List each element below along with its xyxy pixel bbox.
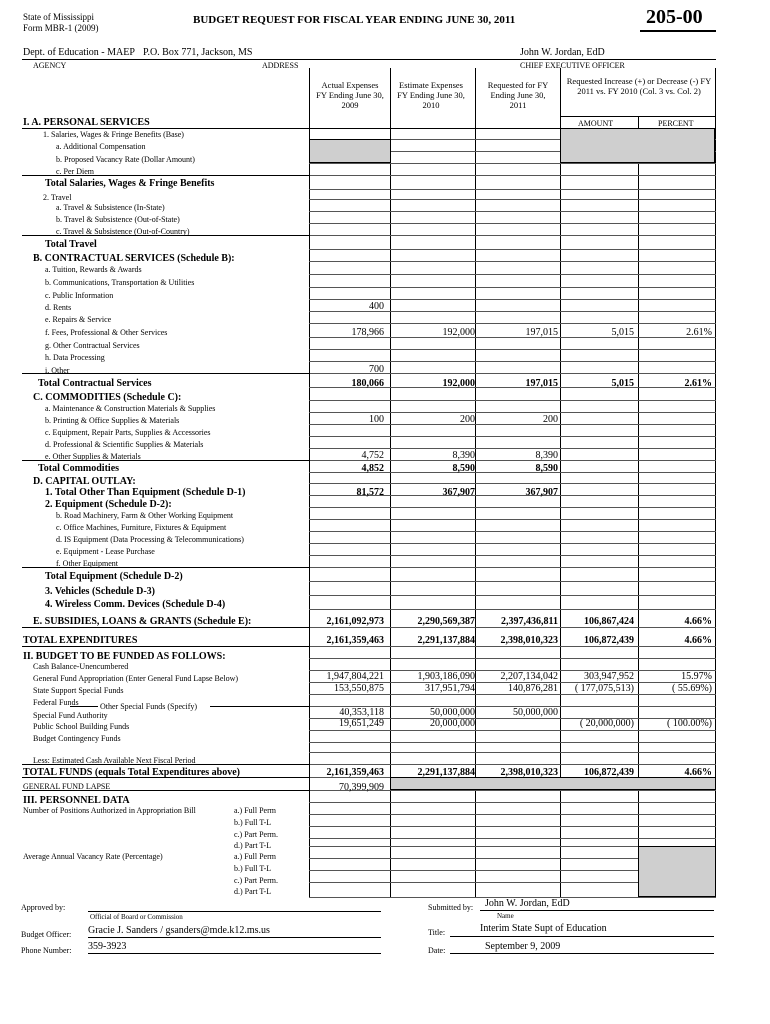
row-label: c. Per Diem — [56, 167, 94, 176]
row-label: a. Travel & Subsistence (In-State) — [56, 203, 165, 212]
value-cell-amt: 5,015 — [611, 327, 634, 338]
value-cell-c2: 192,000 — [442, 378, 475, 389]
position-label: b.) Full T-L — [234, 818, 272, 827]
col-estimate-2010: Estimate Expenses FY Ending June 30, 2010 — [397, 80, 465, 110]
row-label: 2. Travel — [43, 193, 72, 202]
row-label: d. Rents — [45, 303, 72, 312]
title-label: Title: — [428, 928, 446, 937]
position-label: a.) Full Perm — [234, 806, 276, 815]
row-label: g. Other Contractual Services — [45, 341, 140, 350]
row-label: e. Repairs & Service — [45, 315, 112, 324]
row-label: 3. Vehicles (Schedule D-3) — [45, 586, 155, 597]
value-cell-c3: 2,398,010,323 — [500, 635, 558, 646]
value-cell-c1: 19,651,249 — [339, 718, 384, 729]
row-label: b. Road Machinery, Farm & Other Working Equipment — [56, 511, 234, 520]
row-label: e. Equipment - Lease Purchase — [56, 547, 155, 556]
row-label: B. CONTRACTUAL SERVICES (Schedule B): — [33, 253, 235, 264]
value-cell-c1: 180,066 — [351, 378, 384, 389]
position-label: d.) Part T-L — [234, 841, 272, 850]
value-cell-c1: 100 — [369, 414, 384, 425]
value-cell-pct: 4.66% — [684, 616, 712, 627]
row-label: TOTAL EXPENDITURES — [23, 635, 138, 646]
row-label: I. A. PERSONAL SERVICES — [23, 117, 150, 128]
agency-label: AGENCY — [33, 61, 67, 70]
col-percent: PERCENT — [658, 119, 694, 128]
value-cell-c2: 200 — [460, 414, 475, 425]
value-cell-c2: 8,590 — [452, 463, 475, 474]
submitted-value: John W. Jordan, EdD — [485, 898, 570, 909]
value-cell-c2: 8,390 — [452, 450, 475, 461]
value-cell-c3: 2,207,134,042 — [500, 671, 558, 682]
col-increase-decrease: Requested Increase (+) or Decrease (-) FY 2011 vs. FY 2010 (Col. 3 vs. Col. 2) — [566, 76, 712, 96]
row-label: TOTAL FUNDS (equals Total Expenditures above) — [23, 767, 240, 778]
row-label: d. Professional & Scientific Supplies & Materials — [45, 440, 204, 449]
row-label: c. Office Machines, Furniture, Fixtures & Equipment — [56, 523, 227, 532]
value-cell-c2: 2,290,569,387 — [417, 616, 475, 627]
row-label: III. PERSONNEL DATA — [23, 795, 130, 806]
row-label: Total Equipment (Schedule D-2) — [45, 571, 183, 582]
row-label: Total Salaries, Wages & Fringe Benefits — [45, 178, 215, 189]
form-code: 205-00 — [646, 6, 703, 28]
value-cell-amt: ( 20,000,000) — [579, 718, 634, 729]
form-id: Form MBR-1 (2009) — [23, 23, 99, 33]
row-label: 1. Total Other Than Equipment (Schedule D-1) — [45, 487, 246, 498]
value-cell-pct: ( 100.00%) — [667, 718, 712, 729]
value-cell-c3: 140,876,281 — [508, 683, 558, 694]
row-label: 4. Wireless Comm. Devices (Schedule D-4) — [45, 599, 226, 610]
row-label: Other Special Funds (Specify) — [100, 702, 198, 711]
ceo-label: CHIEF EXECUTIVE OFFICER — [520, 61, 625, 70]
value-cell-c1: 2,161,359,463 — [326, 635, 384, 646]
row-label: d. IS Equipment (Data Processing & Telecommunications) — [56, 535, 244, 544]
value-cell-pct: ( 55.69%) — [672, 683, 712, 694]
position-label: d.) Part T-L — [234, 887, 272, 896]
row-label: Average Annual Vacancy Rate (Percentage) — [23, 852, 163, 861]
value-cell-c2: 317,951,794 — [425, 683, 475, 694]
row-label: Total Travel — [45, 239, 97, 250]
row-label: General Fund Appropriation (Enter General Fund Lapse Below) — [33, 674, 239, 683]
value-cell-pct: 15.97% — [681, 671, 712, 682]
value-cell-amt: 303,947,952 — [584, 671, 634, 682]
value-cell-c1: 700 — [369, 364, 384, 375]
page-title: BUDGET REQUEST FOR FISCAL YEAR ENDING JUNE 30, 2011 — [193, 14, 516, 26]
col-amount: AMOUNT — [578, 119, 614, 128]
row-label: c. Travel & Subsistence (Out-of-Country) — [56, 227, 190, 236]
value-cell-c1: 81,572 — [356, 487, 384, 498]
row-label: E. SUBSIDIES, LOANS & GRANTS (Schedule E): — [33, 616, 252, 627]
row-label: Total Commodities — [38, 463, 120, 474]
value-cell-c3: 2,397,436,811 — [501, 616, 558, 627]
row-label: Cash Balance-Unencumbered — [33, 662, 129, 671]
row-label: Public School Building Funds — [33, 722, 130, 731]
row-label: 2. Equipment (Schedule D-2): — [45, 499, 172, 510]
approved-label: Approved by: — [21, 903, 66, 912]
name-label: Name — [497, 912, 514, 920]
value-cell-c3: 200 — [543, 414, 558, 425]
position-label: c.) Part Perm. — [234, 876, 278, 885]
phone-value: 359-3923 — [88, 941, 127, 952]
value-cell-c2: 1,903,186,090 — [417, 671, 475, 682]
row-label: b. Travel & Subsistence (Out-of-State) — [56, 215, 180, 224]
ceo-value: John W. Jordan, EdD — [520, 47, 605, 58]
row-label: f. Fees, Professional & Other Services — [45, 328, 168, 337]
row-label: II. BUDGET TO BE FUNDED AS FOLLOWS: — [23, 651, 226, 662]
budget-officer-label: Budget Officer: — [21, 930, 72, 939]
agency-value: Dept. of Education - MAEP — [23, 47, 135, 58]
row-label: Total Contractual Services — [38, 378, 152, 389]
row-label: b. Printing & Office Supplies & Materials — [45, 416, 180, 425]
value-cell-amt: ( 177,075,513) — [574, 683, 634, 694]
value-cell-c1: 4,752 — [361, 450, 384, 461]
row-label: c. Public Information — [45, 291, 114, 300]
value-cell-c3: 197,015 — [525, 327, 558, 338]
address-label: ADDRESS — [262, 61, 299, 70]
value-cell-c1: 2,161,359,463 — [326, 767, 384, 778]
value-cell-c2: 367,907 — [442, 487, 475, 498]
value-cell-c3: 8,390 — [535, 450, 558, 461]
row-label: c. Equipment, Repair Parts, Supplies & Accessories — [45, 428, 211, 437]
value-cell-amt: 106,872,439 — [584, 767, 634, 778]
official-label: Official of Board or Commission — [90, 913, 183, 921]
date-value: September 9, 2009 — [485, 941, 561, 952]
budget-officer-value: Gracie J. Sanders / gsanders@mde.k12.ms.us — [88, 925, 270, 936]
value-cell-pct: 4.66% — [684, 767, 712, 778]
row-label: Special Fund Authority — [33, 711, 108, 720]
value-cell-c3: 367,907 — [525, 487, 558, 498]
value-cell-amt: 106,867,424 — [584, 616, 634, 627]
value-cell-c3: 2,398,010,323 — [500, 767, 558, 778]
value-cell-c1: 2,161,092,973 — [326, 616, 384, 627]
value-cell-pct: 2.61% — [686, 327, 712, 338]
position-label: c.) Part Perm. — [234, 830, 278, 839]
date-label: Date: — [428, 946, 446, 955]
value-cell-c1: 400 — [369, 301, 384, 312]
value-cell-c2: 2,291,137,884 — [417, 635, 475, 646]
row-label: Budget Contingency Funds — [33, 734, 121, 743]
position-label: a.) Full Perm — [234, 852, 276, 861]
row-label: h. Data Processing — [45, 353, 105, 362]
value-cell-c1: 40,353,118 — [339, 707, 384, 718]
value-cell-c3: 197,015 — [525, 378, 558, 389]
col-requested-2011: Requested for FY Ending June 30, 2011 — [487, 80, 549, 110]
row-label: Federal Funds — [33, 698, 79, 707]
row-label: State Support Special Funds — [33, 686, 124, 695]
value-cell-amt: 106,872,439 — [584, 635, 634, 646]
value-cell-pct: 2.61% — [684, 378, 712, 389]
value-cell-c3: 50,000,000 — [513, 707, 558, 718]
value-cell-pct: 4.66% — [684, 635, 712, 646]
value-cell-c2: 192,000 — [442, 327, 475, 338]
row-label: Number of Positions Authorized in Appropriation Bill — [23, 806, 196, 815]
address-value: P.O. Box 771, Jackson, MS — [143, 47, 253, 58]
row-label: b. Proposed Vacancy Rate (Dollar Amount) — [56, 155, 195, 164]
position-label: b.) Full T-L — [234, 864, 272, 873]
value-cell-c1: 178,966 — [351, 327, 384, 338]
row-label: e. Other Supplies & Materials — [45, 452, 141, 461]
value-cell-c1: 4,852 — [361, 463, 384, 474]
row-label: a. Additional Compensation — [56, 142, 146, 151]
row-label: a. Maintenance & Construction Materials & Supplies — [45, 404, 216, 413]
value-cell-c1: 153,550,875 — [334, 683, 384, 694]
value-cell-c2: 50,000,000 — [430, 707, 475, 718]
state-name: State of Mississippi — [23, 12, 95, 22]
row-label: f. Other Equipment — [56, 559, 118, 568]
value-cell-amt: 5,015 — [611, 378, 634, 389]
value-cell-c1: 70,399,909 — [339, 782, 384, 793]
title-value: Interim State Supt of Education — [480, 923, 607, 934]
row-label: b. Communications, Transportation & Utilities — [45, 278, 195, 287]
row-label: D. CAPITAL OUTLAY: — [33, 476, 136, 487]
row-label: i. Other — [45, 366, 70, 375]
col-actual-2009: Actual Expenses FY Ending June 30, 2009 — [316, 80, 384, 110]
row-label: 1. Salaries, Wages & Fringe Benefits (Base) — [43, 130, 184, 139]
submitted-label: Submitted by: — [428, 903, 474, 912]
phone-label: Phone Number: — [21, 946, 72, 955]
value-cell-c2: 2,291,137,884 — [417, 767, 475, 778]
row-label: Less: Estimated Cash Available Next Fiscal Period — [33, 756, 196, 765]
value-cell-c1: 1,947,804,221 — [326, 671, 384, 682]
row-label: C. COMMODITIES (Schedule C): — [33, 392, 182, 403]
value-cell-c2: 20,000,000 — [430, 718, 475, 729]
row-label: GENERAL FUND LAPSE — [23, 782, 111, 791]
value-cell-c3: 8,590 — [535, 463, 558, 474]
row-label: a. Tuition, Rewards & Awards — [45, 265, 142, 274]
